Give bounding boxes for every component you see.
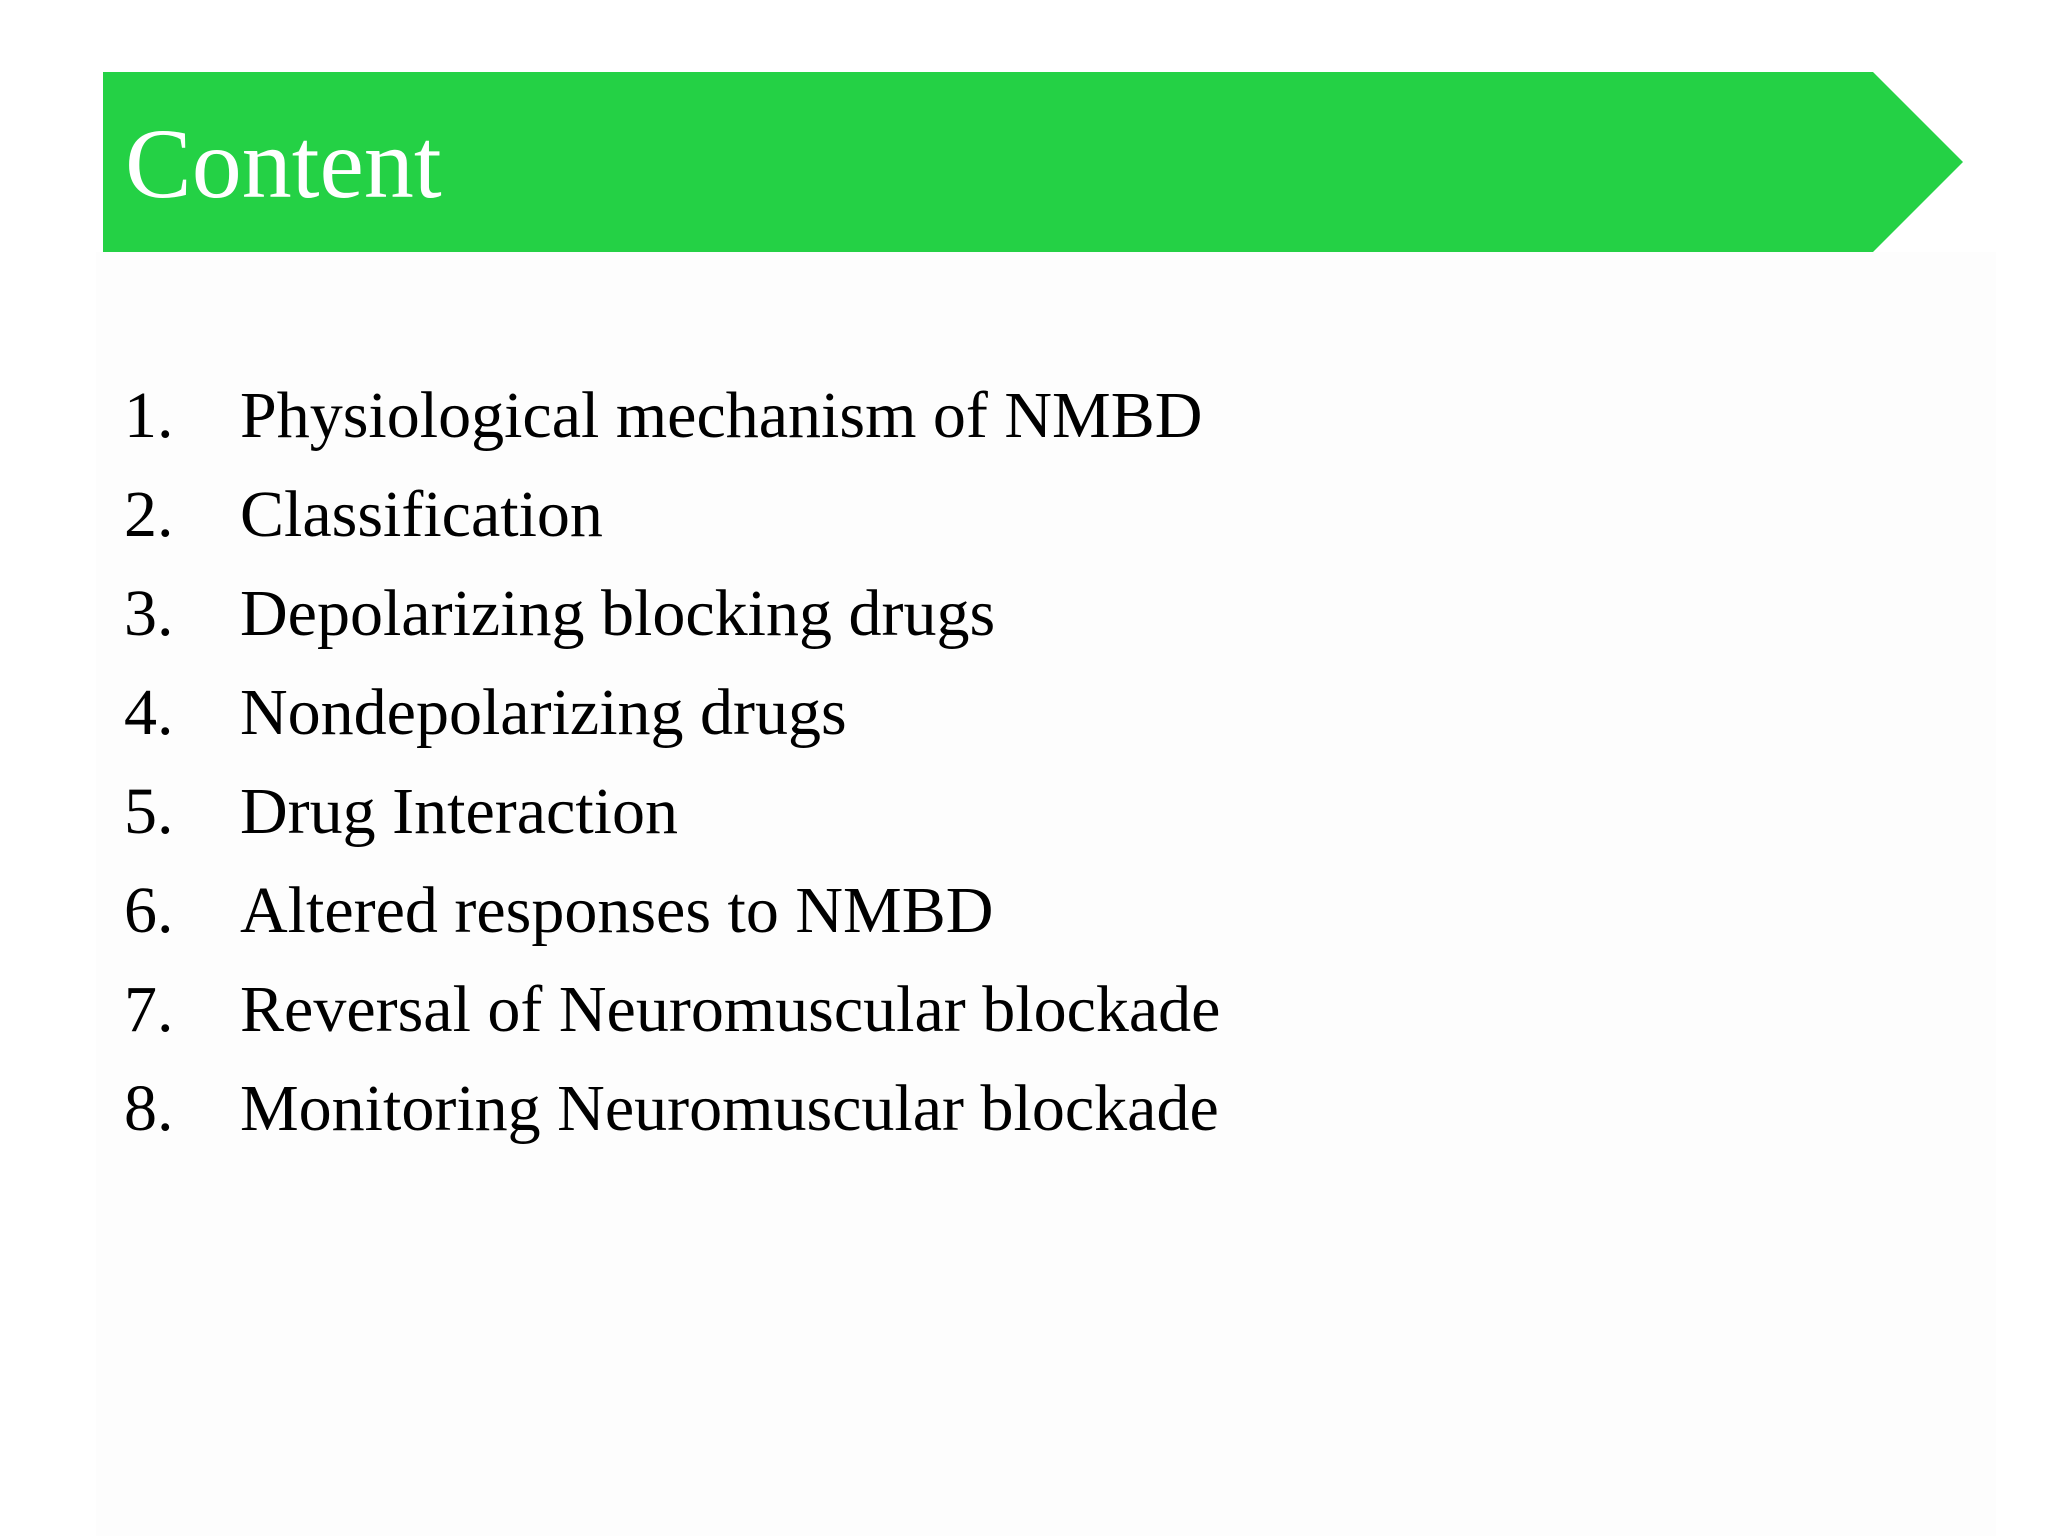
list-item-number: 3. <box>124 577 174 650</box>
slide-title: Content <box>125 108 442 219</box>
list-item-number: 2. <box>124 478 174 551</box>
list-item-text: Depolarizing blocking drugs <box>240 577 996 650</box>
list-item-number: 4. <box>124 676 174 749</box>
list-item-text: Classification <box>240 478 603 551</box>
list-item-number: 6. <box>124 874 174 947</box>
list-item-text: Nondepolarizing drugs <box>240 676 847 749</box>
list-item-number: 5. <box>124 775 174 848</box>
list-item-number: 7. <box>124 973 174 1046</box>
list-item-text: Drug Interaction <box>240 775 678 848</box>
list-item-text: Physiological mechanism of NMBD <box>240 379 1203 452</box>
list-item-text: Altered responses to NMBD <box>240 874 994 947</box>
list-item-text: Monitoring Neuromuscular blockade <box>240 1072 1219 1145</box>
list-item-text: Reversal of Neuromuscular blockade <box>240 973 1221 1046</box>
list-item-number: 1. <box>124 379 174 452</box>
list-item-number: 8. <box>124 1072 174 1145</box>
